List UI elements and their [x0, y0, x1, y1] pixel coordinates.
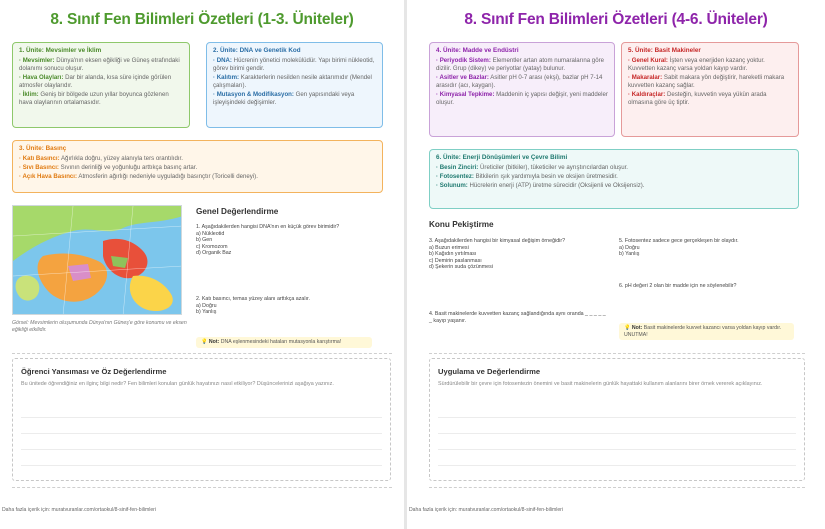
question-1-option[interactable]: b) Gen — [196, 237, 213, 244]
writing-line — [21, 449, 382, 450]
application-prompt: Sürdürülebilir bir çevre için fotosentezin önemini ve basit makinelerin günlük hayattaki kullanım alanlarını birer örnek vererek açıklayınız. — [438, 381, 763, 387]
writing-line — [438, 433, 796, 434]
unit-5-item: · Kaldıraçlar: Desteğin, kuvvetin veya yükün arada olmasına göre üç tiptir. — [628, 90, 767, 106]
reflection-title: Öğrenci Yansıması ve Öz Değerlendirme — [21, 367, 167, 376]
question-1-option[interactable]: c) Kromozom — [196, 243, 228, 250]
writing-line — [21, 465, 382, 466]
unit-4-item: · Kimyasal Tepkime: Maddenin iç yapısı değişir, yeni maddeler oluşur. — [436, 90, 608, 106]
reflection-panel[interactable] — [12, 358, 391, 481]
application-panel[interactable] — [429, 358, 805, 481]
divider — [429, 353, 805, 354]
unit-6-card — [429, 149, 799, 209]
question-1-option[interactable]: a) Nükleotid — [196, 230, 225, 237]
question-2 — [196, 296, 391, 316]
question-3-option[interactable]: c) Demirin paslanması — [429, 257, 482, 264]
page-right — [407, 0, 825, 529]
application-title: Uygulama ve Değerlendirme — [438, 367, 541, 376]
question-1-text: 1. Aşağıdakilerden hangisi DNA'nın en küçük görev birimidir? — [196, 224, 340, 230]
unit-3-item: · Açık Hava Basıncı: Atmosferin ağırlığı nedeniyle uyguladığı basınçtır (Toricelli deneyi). — [19, 173, 258, 181]
unit-1-item: · Mevsimler: Dünya'nın eksen eğikliği ve Güneş etrafındaki dolanımı sonucu oluşur. — [19, 57, 180, 73]
unit-6-item: · Besin Zinciri: Üreticiler (bitkiler), tüketiciler ve ayrıştırıcılardan oluşur. — [436, 164, 629, 172]
unit-1-heading: 1. Ünite: Mevsimler ve İklim — [19, 47, 102, 54]
unit-4-card — [429, 42, 615, 137]
question-1 — [196, 224, 391, 257]
question-5 — [619, 238, 804, 258]
question-3-option[interactable]: a) Buzun erimesi — [429, 244, 469, 251]
question-2-text: 2. Katı basıncı, temas yüzey alanı arttıkça azalır. — [196, 296, 310, 302]
page-title-left: 8. Sınıf Fen Bilimleri Özetleri (1-3. Üniteler) — [50, 11, 354, 28]
question-5-option[interactable]: a) Doğru — [619, 244, 640, 251]
unit-1-item: · Hava Olayları: Dar bir alanda, kısa süre içinde görülen atmosfer olaylarıdır. — [19, 74, 172, 89]
question-3-option[interactable]: b) Kağıdın yırtılması — [429, 251, 477, 258]
globe-map-icon — [13, 206, 182, 315]
map-caption: Görsel: Mevsimlerin oluşumunda Dünya'nın Güneş'e göre konumu ve eksen eğikliği etkilidir. — [12, 320, 187, 333]
unit-3-item: · Sıvı Basıncı: Sıvının derinliği ve yoğunluğu arttıkça basınç artar. — [19, 164, 198, 172]
question-3-option[interactable]: d) Şekerin suda çözünmesi — [429, 264, 493, 271]
unit-5-item: · Genel Kural: İşten veya enerjiden kazanç yoktur. Kuvvetten kazanç varsa yoldan kayıp vardır. — [628, 57, 765, 73]
question-5-option[interactable]: b) Yanlış — [619, 251, 640, 258]
question-2-option[interactable]: a) Doğru — [196, 302, 217, 309]
unit-2-item: · DNA: Hücrenin yönetici molekülüdür. Yapı birimi nükleotid, görev birimi gendir. — [213, 57, 375, 73]
divider — [429, 487, 805, 488]
writing-line — [21, 433, 382, 434]
unit-5-card — [621, 42, 799, 137]
page-title-right: 8. Sınıf Fen Bilimleri Özetleri (4-6. Üniteler) — [464, 11, 768, 28]
general-evaluation-title: Genel Değerlendirme — [196, 207, 279, 216]
question-4-text: 4. Basit makinelerde kuvvetten kazanç sağlandığında aynı oranda _ _ _ _ _ _ kayıp yaşanır. — [429, 311, 606, 324]
writing-line — [438, 465, 796, 466]
unit-4-heading: 4. Ünite: Madde ve Endüstri — [436, 47, 519, 54]
writing-line — [21, 417, 382, 418]
question-3-text: 3. Aşağıdakilerden hangisi bir kimyasal değişim örneğidir? — [429, 238, 566, 244]
unit-2-heading: 2. Ünite: DNA ve Genetik Kod — [213, 47, 301, 54]
unit-2-card — [206, 42, 383, 128]
unit-2-item: · Mutasyon & Modifikasyon: Gen yapısındaki veya işleyişindeki değişimler. — [213, 90, 355, 106]
footer-link[interactable]: Daha fazla içerik için: muratvuranlar.com/ortaokul/8-sinif-fen-bilimleri — [409, 507, 563, 513]
globe-map-image — [12, 205, 182, 315]
unit-6-item: · Solunum: Hücrelerin enerji (ATP) üretme sürecidir (Oksijenli ve Oksijensiz). — [436, 182, 645, 190]
unit-1-card — [12, 42, 190, 128]
question-1-option[interactable]: d) Organik Baz — [196, 250, 232, 257]
writing-line — [438, 417, 796, 418]
unit-2-item: · Kalıtım: Karakterlerin nesilden nesile aktarımıdır (Mendel çalışmaları). — [213, 74, 372, 89]
reflection-prompt: Bu ünitede öğrendiğiniz en ilginç bilgi nedir? Fen bilimleri konuları günlük hayatınızı nasıl etkiliyor? Düşüncelerinizi aşağıya yazınız. — [21, 381, 334, 387]
question-4 — [429, 311, 609, 324]
question-6-text: 6. pH değeri 2 olan bir madde için ne söylenebilir? — [619, 283, 737, 289]
question-2-option[interactable]: b) Yanlış — [196, 309, 217, 316]
question-3 — [429, 238, 589, 271]
writing-line — [438, 449, 796, 450]
practice-title: Konu Pekiştirme — [429, 220, 494, 229]
note-badge: 💡 Not: DNA eşlenmesindeki hataları mutasyonla karıştırma! — [196, 337, 372, 348]
unit-4-item: · Periyodik Sistem: Elementler artan atom numaralarına göre dizilir. Grup (dikey) ve periyotlar (yatay) bulunur. — [436, 57, 605, 73]
unit-5-heading: 5. Ünite: Basit Makineler — [628, 47, 701, 54]
unit-4-item: · Asitler ve Bazlar: Asitler pH 0-7 arası (ekşi), bazlar pH 7-14 arasıdır (acı, kaygan). — [436, 74, 603, 89]
question-5-text: 5. Fotosentez sadece gece gerçekleşen bir olaydır. — [619, 238, 739, 244]
unit-3-item: · Katı Basıncı: Ağırlıkla doğru, yüzey alanıyla ters orantılıdır. — [19, 155, 183, 163]
divider — [12, 487, 392, 488]
unit-5-item: · Makaralar: Sabit makara yön değiştirir, hareketli makara kuvvetten kazanç sağlar. — [628, 74, 785, 89]
divider — [12, 353, 392, 354]
unit-3-card — [12, 140, 383, 193]
lightbulb-icon: 💡 — [201, 339, 208, 345]
unit-3-heading: 3. Ünite: Basınç — [19, 145, 67, 152]
lightbulb-icon: 💡 — [624, 325, 631, 331]
question-6 — [619, 283, 804, 290]
note-badge: 💡 Not: Basit makinelerde kuvvet kazancı varsa yoldan kayıp vardır. UNUTMA! — [619, 323, 794, 340]
unit-1-item: · İklim: Geniş bir bölgede uzun yıllar boyunca gözlenen hava olaylarının ortalamasıdır. — [19, 90, 169, 106]
unit-6-item: · Fotosentez: Bitkilerin ışık yardımıyla besin ve oksijen üretmesidir. — [436, 173, 618, 181]
unit-6-heading: 6. Ünite: Enerji Dönüşümleri ve Çevre Bilimi — [436, 154, 568, 161]
footer-link[interactable]: Daha fazla içerik için: muratvuranlar.com/ortaokul/8-sinif-fen-bilimleri — [2, 507, 156, 513]
page-left — [0, 0, 404, 529]
